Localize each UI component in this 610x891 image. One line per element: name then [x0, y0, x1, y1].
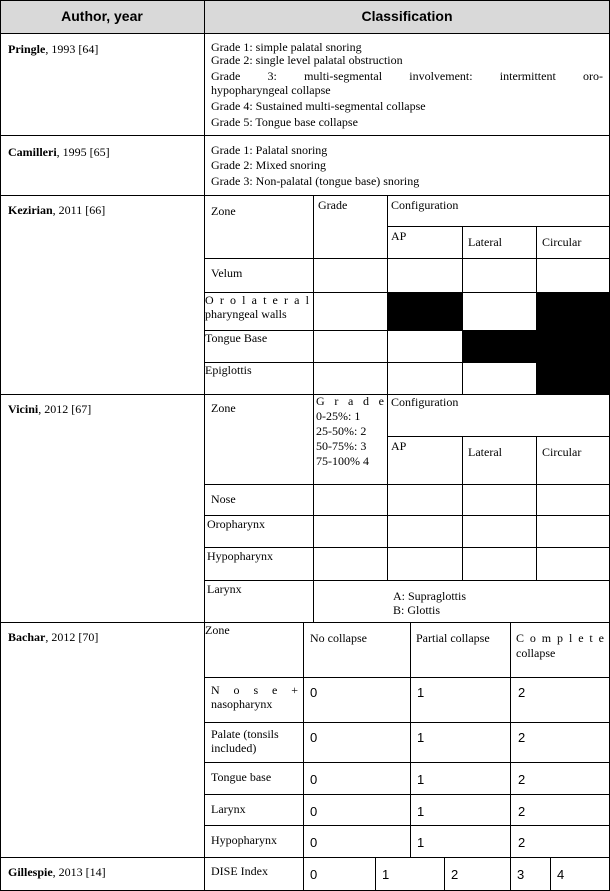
bachar-cell: 0 — [310, 730, 318, 745]
bachar-cell: 1 — [417, 685, 425, 700]
bachar-row-nose-cont: nasopharynx — [211, 697, 273, 711]
camilleri-grade-1: Grade 1: Palatal snoring — [211, 143, 328, 157]
vicini-row-oropharynx: Oropharynx — [207, 517, 265, 531]
kezirian-zone: Zone — [211, 204, 236, 218]
bachar-cell: 1 — [417, 804, 425, 819]
bachar-row-nose: N o s e + — [211, 683, 298, 697]
bachar-cell: 2 — [518, 685, 526, 700]
vicini-grade-heading: G r a d e — [316, 394, 384, 408]
pringle-grade-4: Grade 4: Sustained multi-segmental collapse — [211, 99, 426, 113]
author-camilleri: Camilleri, 1995 [65] — [8, 145, 110, 159]
bachar-cell: 1 — [417, 772, 425, 787]
author-pringle: Pringle, 1993 [64] — [8, 42, 99, 56]
bachar-row-palate-cont: included) — [211, 741, 257, 755]
pringle-grade-5: Grade 5: Tongue base collapse — [211, 115, 358, 129]
bachar-row-palate: Palate (tonsils — [211, 727, 279, 741]
vicini-configuration: Configuration — [391, 395, 459, 409]
camilleri-grade-2: Grade 2: Mixed snoring — [211, 158, 326, 172]
vicini-row-larynx: Larynx — [207, 582, 242, 596]
pringle-grade-3: Grade 3: multi-segmental involvement: intermittent oro- — [211, 69, 603, 83]
vicini-larynx-note-a: A: Supraglottis — [393, 589, 467, 603]
gillespie-value: 2 — [451, 867, 459, 882]
vicini-circular: Circular — [542, 445, 582, 459]
header-classification: Classification — [361, 8, 453, 24]
vicini-grade-2: 25-50%: 2 — [316, 424, 367, 438]
author-bachar: Bachar, 2012 [70] — [8, 630, 99, 644]
kezirian-grade: Grade — [318, 198, 348, 212]
kezirian-circular: Circular — [542, 235, 582, 249]
bachar-cell: 1 — [417, 730, 425, 745]
bachar-row-hypopharynx: Hypopharynx — [211, 833, 277, 847]
bachar-zone: Zone — [205, 623, 230, 637]
bachar-cell: 1 — [417, 835, 425, 850]
bachar-no-collapse: No collapse — [310, 631, 367, 645]
cell-filled — [536, 292, 610, 330]
gillespie-value: 3 — [517, 867, 525, 882]
bachar-cell: 0 — [310, 804, 318, 819]
bachar-complete-collapse-cont: collapse — [516, 646, 556, 660]
gillespie-value: 1 — [382, 867, 390, 882]
bachar-cell: 0 — [310, 772, 318, 787]
vicini-larynx-note-b: B: Glottis — [393, 603, 441, 617]
vicini-row-hypopharynx: Hypopharynx — [207, 549, 273, 563]
bachar-partial-collapse: Partial collapse — [416, 631, 490, 645]
vicini-zone: Zone — [211, 401, 236, 415]
bachar-cell: 0 — [310, 835, 318, 850]
pringle-grade-1: Grade 1: simple palatal snoring — [211, 40, 362, 54]
kezirian-row-tongue-base: Tongue Base — [205, 331, 268, 345]
pringle-grade-3-cont: hypopharyngeal collapse — [211, 83, 331, 97]
author-vicini: Vicini, 2012 [67] — [8, 402, 92, 416]
kezirian-row-epiglottis: Epiglottis — [205, 363, 252, 377]
cell-filled — [536, 362, 610, 395]
kezirian-lateral: Lateral — [468, 235, 502, 249]
gillespie-dise-index: DISE Index — [211, 864, 268, 878]
bachar-cell: 0 — [310, 685, 318, 700]
bachar-cell: 2 — [518, 835, 526, 850]
header-author-year: Author, year — [61, 8, 143, 24]
kezirian-row-orolateral: O r o l a t e r a l — [205, 293, 309, 307]
pringle-grade-2: Grade 2: single level palatal obstruction — [211, 53, 403, 67]
kezirian-configuration: Configuration — [391, 198, 459, 212]
cell-filled — [387, 292, 462, 330]
author-kezirian: Kezirian, 2011 [66] — [8, 203, 106, 217]
gillespie-value: 0 — [310, 867, 318, 882]
vicini-lateral: Lateral — [468, 445, 502, 459]
bachar-complete-collapse: C o m p l e t e — [516, 631, 604, 645]
vicini-grade-4: 75-100% 4 — [316, 454, 369, 468]
bachar-row-larynx: Larynx — [211, 802, 246, 816]
camilleri-grade-3: Grade 3: Non-palatal (tongue base) snoring — [211, 174, 420, 188]
vicini-grade-1: 0-25%: 1 — [316, 409, 361, 423]
vicini-grade-3: 50-75%: 3 — [316, 439, 367, 453]
vicini-row-nose: Nose — [211, 492, 236, 506]
bachar-cell: 2 — [518, 730, 526, 745]
bachar-cell: 2 — [518, 772, 526, 787]
author-gillespie: Gillespie, 2013 [14] — [8, 865, 106, 879]
kezirian-row-orolateral-cont: pharyngeal walls — [205, 307, 287, 321]
kezirian-row-velum: Velum — [211, 266, 243, 280]
gillespie-value: 4 — [557, 867, 565, 882]
kezirian-ap: AP — [391, 229, 407, 243]
vicini-ap: AP — [391, 439, 407, 453]
bachar-cell: 2 — [518, 804, 526, 819]
bachar-row-tongue-base: Tongue base — [211, 770, 272, 784]
